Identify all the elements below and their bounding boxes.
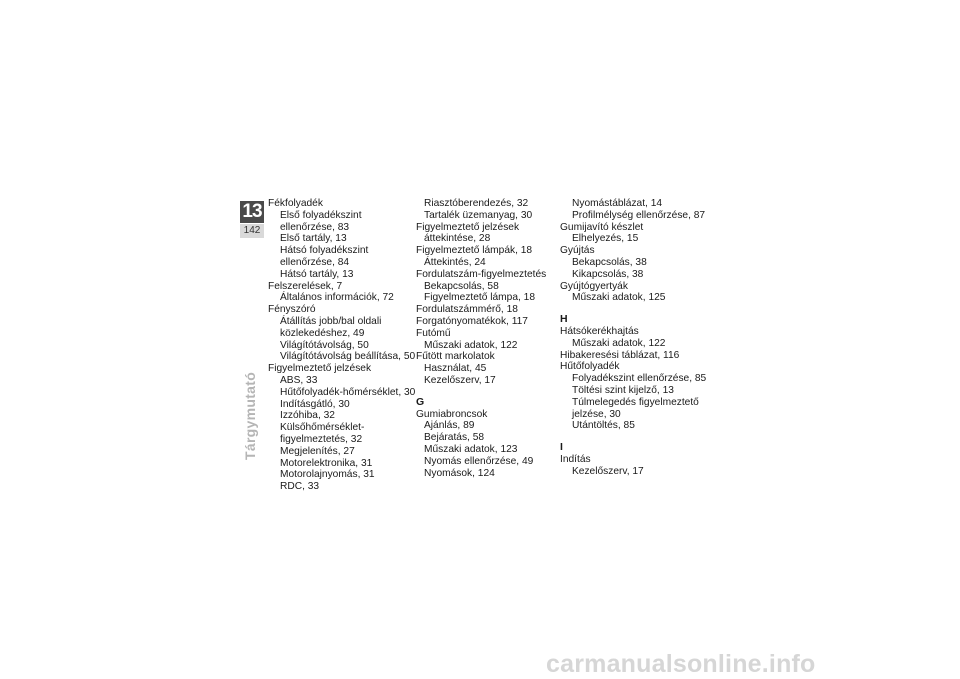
index-entry: Felszerelések, 7 [268, 280, 343, 292]
index-subentry: ellenőrzése, 83 [280, 221, 350, 233]
index-subentry: Utántöltés, 85 [572, 420, 635, 432]
index-entry: Fékfolyadék [268, 198, 323, 209]
index-subentry: Kikapcsolás, 38 [572, 268, 644, 280]
index-subentry: ellenőrzése, 84 [280, 256, 350, 268]
index-subentry: Kezelőszerv, 17 [572, 465, 644, 477]
index-subentry: Első tartály, 13 [280, 233, 347, 245]
index-subentry: Nyomástáblázat, 14 [572, 198, 663, 209]
index-subentry: Folyadékszint ellenőrzése, 85 [572, 373, 707, 385]
index-subentry: Áttekintés, 24 [424, 256, 486, 268]
index-subentry: jelzése, 30 [572, 408, 621, 420]
index-subentry: áttekintése, 28 [424, 233, 491, 245]
index-entry: Figyelmeztető lámpák, 18 [416, 245, 533, 257]
index-entry: Gumijavító készlet [560, 221, 644, 233]
index-entry: Fordulatszám-figyelmeztetés [416, 268, 547, 280]
index-entry: Hűtőfolyadék [560, 361, 620, 373]
index-subentry: Kezelőszerv, 17 [424, 374, 496, 386]
index-column-1 [268, 198, 416, 493]
index-entry: Hátsókerékhajtás [560, 325, 639, 337]
index-subentry: Töltési szint kijelző, 13 [572, 384, 674, 396]
index-subentry: Hátsó folyadékszint [280, 245, 369, 257]
watermark: carmanualsonline.info [546, 650, 816, 678]
index-entry: Gyújtógyertyák [560, 280, 628, 292]
index-entry: Indítás [560, 453, 591, 465]
page-number: 142 [240, 224, 264, 238]
index-subentry: Motorelektronika, 31 [280, 457, 373, 469]
index-subentry: Profilmélység ellenőrzése, 87 [572, 209, 706, 221]
index-subentry: Ajánlás, 89 [424, 420, 475, 432]
index-subentry: Túlmelegedés figyelmeztető [572, 396, 699, 408]
index-subentry: Riasztóberendezés, 32 [424, 198, 529, 209]
index-subentry: Elhelyezés, 15 [572, 233, 639, 245]
index-subentry: Első folyadékszint [280, 209, 362, 221]
index-subentry: Megjelenítés, 27 [280, 445, 355, 457]
index-subentry: Tartalék üzemanyag, 30 [424, 209, 533, 221]
index-entry: Fűtött markolatok [416, 351, 495, 363]
index-subentry: Műszaki adatok, 122 [424, 339, 518, 351]
index-letter-heading: G [416, 395, 425, 408]
index-subentry: Bekapcsolás, 58 [424, 280, 499, 292]
index-subentry: Műszaki adatok, 122 [572, 337, 666, 349]
index-column-2 [416, 198, 554, 479]
index-subentry: Indításgátló, 30 [280, 398, 350, 410]
chapter-title: Tárgymutató [242, 371, 258, 460]
index-subentry: Használat, 45 [424, 363, 487, 375]
index-entry: Figyelmeztető jelzések [268, 363, 372, 375]
index-subentry: figyelmeztetés, 32 [280, 433, 363, 445]
index-entry: Fényszóró [268, 304, 316, 316]
index-subentry: Hűtőfolyadék-hőmérséklet, 30 [280, 386, 416, 398]
index-entry: Fordulatszámmérő, 18 [416, 304, 518, 316]
index-subentry: Műszaki adatok, 123 [424, 443, 518, 455]
chapter-number: 13 [240, 201, 264, 223]
index-subentry: Figyelmeztető lámpa, 18 [424, 292, 535, 304]
index-subentry: Általános információk, 72 [280, 292, 394, 304]
index-entry: Gyújtás [560, 245, 595, 257]
index-subentry: Nyomások, 124 [424, 467, 495, 479]
index-subentry: Hátsó tartály, 13 [280, 268, 354, 280]
index-subentry: közlekedéshez, 49 [280, 327, 365, 339]
index-subentry: Műszaki adatok, 125 [572, 292, 666, 304]
index-entry: Hibakeresési táblázat, 116 [560, 349, 680, 361]
index-subentry: Izzóhiba, 32 [280, 410, 335, 422]
index-subentry: Bekapcsolás, 38 [572, 256, 647, 268]
index-subentry: Átállítás jobb/bal oldali [280, 315, 382, 327]
index-column-3 [560, 198, 710, 478]
index-entry: Forgatónyomatékok, 117 [416, 315, 528, 327]
index-subentry: ABS, 33 [280, 374, 318, 386]
index-subentry: Nyomás ellenőrzése, 49 [424, 455, 534, 467]
index-entry: Gumiabroncsok [416, 408, 488, 420]
index-letter-heading: I [560, 441, 563, 454]
index-subentry: Bejáratás, 58 [424, 432, 485, 444]
index-subentry: RDC, 33 [280, 481, 320, 493]
index-subentry: Külsőhőmérséklet- [280, 422, 365, 434]
index-entry: Futómű [416, 327, 451, 339]
index-subentry: Világítótávolság beállítása, 50 [280, 351, 416, 363]
index-letter-heading: H [560, 313, 568, 326]
index-subentry: Világítótávolság, 50 [280, 339, 369, 351]
index-subentry: Motorolajnyomás, 31 [280, 469, 375, 481]
index-entry: Figyelmeztető jelzések [416, 221, 520, 233]
